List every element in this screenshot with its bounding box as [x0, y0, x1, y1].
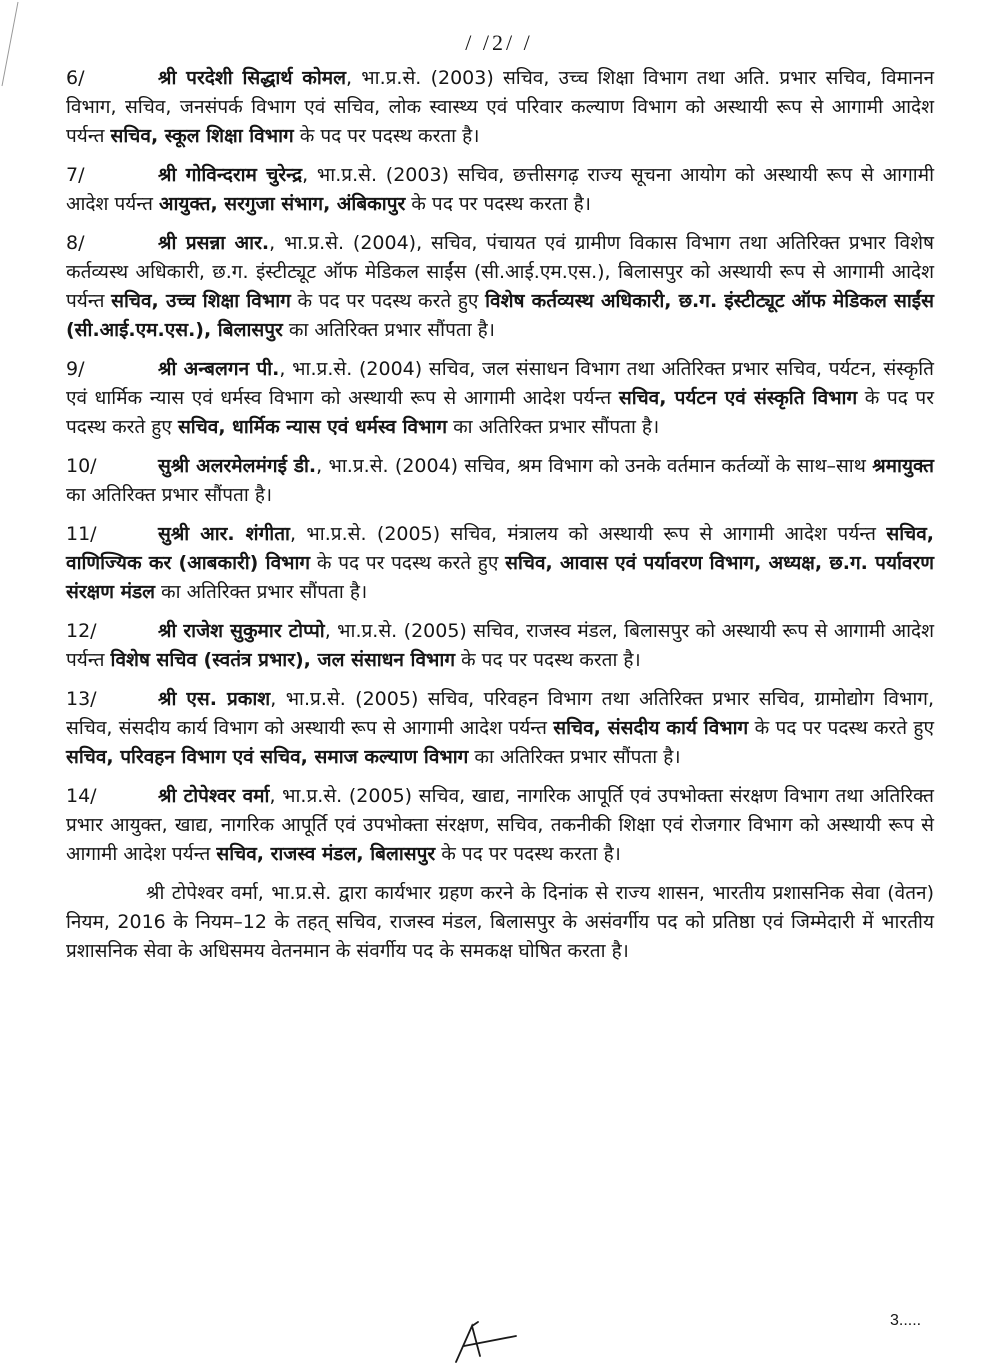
order-text: , भा.प्र.से. (2004), सचिव, पंचायत एवं ग्रामीण विकास विभाग तथा अतिरिक्त प्रभार विशेष कर्तव्यस्थ अधिकारी, छ.ग. इंस्टीट्यूट ऑफ मेडिकल साईंस (सी.आई.एम.एस.), बिलासपुर को अस्थायी रूप से आगामी आदेश पर्यन्त: [66, 232, 934, 312]
officer-name: श्री राजेश सुकुमार टोप्पो: [158, 620, 325, 642]
officer-name: श्री टोपेश्वर वर्मा: [158, 785, 270, 807]
posting-highlight: सचिव, वाणिज्यिक कर (आबकारी) विभाग: [66, 523, 934, 574]
item-number: 8/: [66, 232, 85, 254]
order-item: [66, 161, 934, 219]
pay-scale-note: श्री टोपेश्वर वर्मा, भा.प्र.से. द्वारा कार्यभार ग्रहण करने के दिनांक से राज्य शासन, भारतीय प्रशासनिक सेवा (वेतन) नियम, 2016 के नियम–12 के तहत् सचिव, राजस्व मंडल, बिलासपुर के असंवर्गीय पद को प्रतिष्ठा एवं जिम्मेदारी में भारतीय प्रशासनिक सेवा के अधिसमय वेतनमान के संवर्गीय पद के समकक्ष घोषित करता है।: [66, 882, 934, 962]
posting-highlight: सचिव, उच्च शिक्षा विभाग: [111, 290, 291, 312]
order-text: का अतिरिक्त प्रभार सौंपता है।: [282, 319, 495, 341]
order-text: के पद पर पदस्थ करते हुए: [290, 290, 486, 312]
officer-name: श्री एस. प्रकाश: [158, 688, 271, 710]
officer-name: श्री गोविन्दराम चुरेन्द्र: [158, 164, 303, 186]
posting-highlight: सचिव, आवास एवं पर्यावरण विभाग, अध्यक्ष, छ.ग. पर्यावरण संरक्षण मंडल: [66, 552, 934, 603]
officer-name: सुश्री आर. शंगीता: [158, 523, 290, 545]
posting-highlight: सचिव, धार्मिक न्यास एवं धर्मस्व विभाग: [177, 416, 448, 438]
order-text: , भा.प्र.से. (2005) सचिव, मंत्रालय को अस्थायी रूप से आगामी आदेश पर्यन्त: [289, 523, 887, 545]
item-number: 13/: [66, 688, 97, 710]
order-item: [66, 229, 934, 345]
order-body: [66, 64, 934, 985]
order-text: , भा.प्र.से. (2005) सचिव, खाद्य, नागरिक आपूर्ति एवं उपभोक्ता संरक्षण विभाग तथा अतिरिक्त प्रभार आयुक्त, खाद्य, नागरिक आपूर्ति एवं उपभोक्ता संरक्षण, सचिव, तकनीकी शिक्षा एवं रोजगार विभाग को अस्थायी रूप से आगामी आदेश पर्यन्त: [66, 785, 934, 865]
order-text: , भा.प्र.से. (2003) सचिव, छत्तीसगढ़ राज्य सूचना आयोग को अस्थायी रूप से आगामी आदेश पर्यन्त: [66, 164, 934, 215]
item-number: 11/: [66, 523, 97, 545]
order-text: का अतिरिक्त प्रभार सौंपता है।: [66, 484, 273, 506]
posting-highlight: सचिव, पर्यटन एवं संस्कृति विभाग: [618, 387, 858, 409]
item-number: 9/: [66, 358, 85, 380]
officer-name: श्री परदेशी सिद्धार्थ कोमल: [158, 67, 347, 89]
order-text: के पद पर पदस्थ करता है।: [435, 843, 621, 865]
item-number: 12/: [66, 620, 97, 642]
order-text: के पद पर पदस्थ करते हुए: [748, 717, 934, 739]
posting-highlight: श्रमायुक्त: [872, 455, 934, 477]
order-text: के पद पर पदस्थ करते हुए: [310, 552, 506, 574]
order-text: , भा.प्र.से. (2004) सचिव, जल संसाधन विभाग तथा अतिरिक्त प्रभार सचिव, पर्यटन, संस्कृति एवं धार्मिक न्यास एवं धर्मस्व विभाग को अस्थायी रूप से आगामी आदेश पर्यन्त: [66, 358, 934, 409]
posting-highlight: विशेष सचिव (स्वतंत्र प्रभार), जल संसाधन विभाग: [110, 649, 456, 671]
item-number: 7/: [66, 164, 85, 186]
order-items-list: [66, 64, 934, 869]
posting-highlight: विशेष कर्तव्यस्थ अधिकारी, छ.ग. इंस्टीट्यूट ऑफ मेडिकल साईंस (सी.आई.एम.एस.), बिलासपुर: [66, 290, 934, 341]
posting-highlight: आयुक्त, सरगुजा संभाग, अंबिकापुर: [159, 193, 406, 215]
posting-highlight: सचिव, परिवहन विभाग एवं सचिव, समाज कल्याण विभाग: [66, 746, 469, 768]
order-text: , भा.प्र.से. (2004) सचिव, श्रम विभाग को उनके वर्तमान कर्तव्यों के साथ–साथ: [316, 455, 873, 477]
item-number: 10/: [66, 455, 97, 477]
order-item: [66, 617, 934, 675]
order-text: , भा.प्र.से. (2003) सचिव, उच्च शिक्षा विभाग तथा अति. प्रभार सचिव, विमानन विभाग, सचिव, जनसंपर्क विभाग एवं सचिव, लोक स्वास्थ्य एवं परिवार कल्याण विभाग को अस्थायी रूप से आगामी आदेश पर्यन्त: [66, 67, 934, 147]
order-item: [66, 782, 934, 869]
posting-highlight: सचिव, राजस्व मंडल, बिलासपुर: [216, 843, 436, 865]
order-text: , भा.प्र.से. (2005) सचिव, राजस्व मंडल, बिलासपुर को अस्थायी रूप से आगामी आदेश पर्यन्त: [66, 620, 935, 671]
order-text: के पद पर पदस्थ करता है।: [293, 125, 480, 147]
order-item: [66, 452, 934, 510]
officer-name: श्री प्रसन्ना आर.: [158, 232, 270, 254]
order-item: [66, 685, 934, 772]
posting-highlight: सचिव, संसदीय कार्य विभाग: [553, 717, 749, 739]
order-text: का अतिरिक्त प्रभार सौंपता है।: [447, 416, 660, 438]
order-text: के पद पर पदस्थ करता है।: [405, 193, 591, 215]
item-number: 6/: [66, 67, 85, 89]
order-item: [66, 520, 934, 607]
order-text: के पद पर पदस्थ करता है।: [455, 649, 641, 671]
page-number-header: / /2/ /: [465, 30, 533, 55]
order-text: का अतिरिक्त प्रभार सौंपता है।: [468, 746, 681, 768]
order-text: , भा.प्र.से. (2005) सचिव, परिवहन विभाग तथा अतिरिक्त प्रभार सचिव, ग्रामोद्योग विभाग, सचिव, संसदीय कार्य विभाग को अस्थायी रूप से आगामी आदेश पर्यन्त: [66, 688, 935, 739]
item-number: 14/: [66, 785, 97, 807]
continuation-marker: 3.....: [890, 1312, 922, 1329]
order-text: का अतिरिक्त प्रभार सौंपता है।: [155, 581, 368, 603]
posting-highlight: सचिव, स्कूल शिक्षा विभाग: [110, 125, 294, 147]
order-item: [66, 355, 934, 442]
officer-name: श्री अन्बलगन पी.: [158, 358, 280, 380]
signature-initial: [450, 1318, 522, 1366]
officer-name: सुश्री अलरमेलमंगई डी.: [158, 455, 317, 477]
order-item: [66, 64, 934, 151]
order-text: के पद पर पदस्थ करते हुए: [66, 387, 934, 438]
